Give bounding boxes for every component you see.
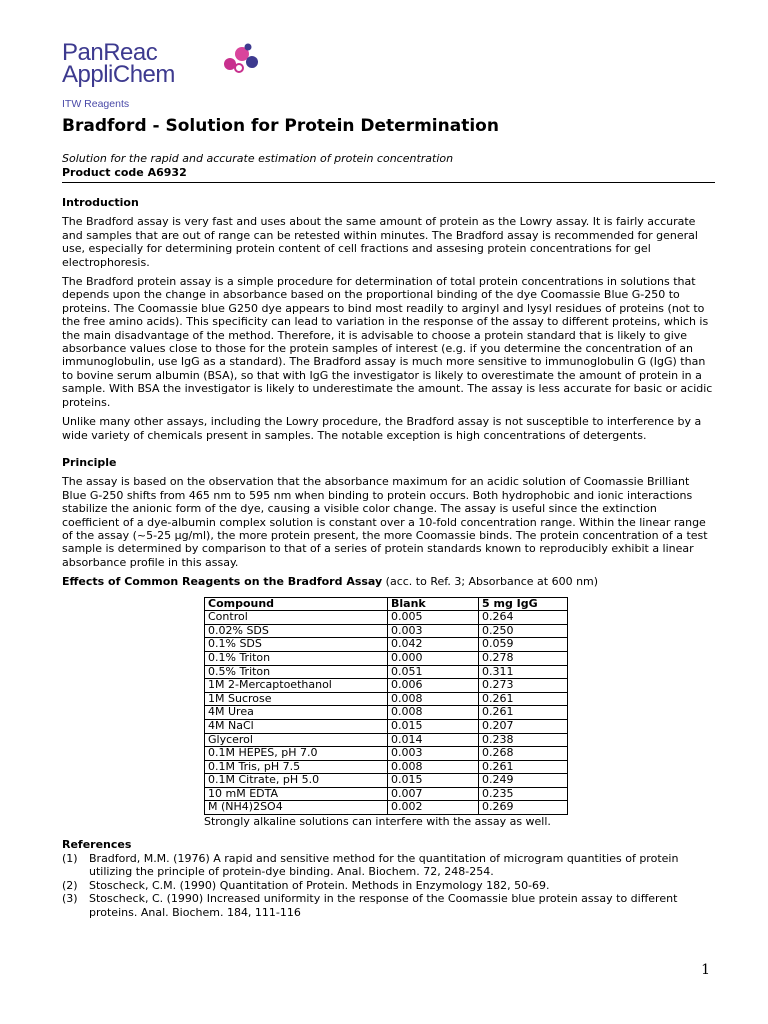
table-row bbox=[205, 774, 568, 788]
introduction-paragraph-3: Unlike many other assays, including the Lowry procedure, the Bradford assay is not susceptible to interference by a wide variety of chemicals present in samples. The notable exception is high concentrations of detergents. bbox=[62, 415, 702, 442]
column-header-compound: Compound bbox=[205, 597, 388, 611]
reference-text: Bradford, M.M. (1976) A rapid and sensitive method for the quantitation of microgram quantities of protein utilizing the principle of protein-dye binding. Anal. Biochem. 72, 248-254. bbox=[89, 851, 679, 879]
blank-cell: 0.008 bbox=[388, 760, 479, 774]
compound-cell: 0.1M HEPES, pH 7.0 bbox=[205, 747, 388, 761]
reagent-table-title bbox=[62, 575, 717, 588]
compound-cell: 4M NaCl bbox=[205, 719, 388, 733]
table-footnote: Strongly alkaline solutions can interfere with the assay as well. bbox=[204, 815, 551, 829]
reference-text: Stoscheck, C. (1990) Increased uniformity in the response of the Coomassie blue protein assay to different proteins. Anal. Biochem. 184, 111-116 bbox=[89, 892, 678, 919]
table-row bbox=[205, 679, 568, 693]
blank-cell: 0.002 bbox=[388, 801, 479, 815]
compound-cell: 10 mM EDTA bbox=[205, 787, 388, 801]
igg-cell: 0.059 bbox=[479, 638, 568, 652]
references-heading: References bbox=[62, 838, 132, 852]
reference-number: (2) bbox=[62, 878, 78, 892]
table-row bbox=[205, 760, 568, 774]
compound-cell: 1M Sucrose bbox=[205, 692, 388, 706]
table-row bbox=[205, 651, 568, 665]
igg-cell: 0.269 bbox=[479, 801, 568, 815]
document-body bbox=[62, 196, 717, 919]
reference-item bbox=[62, 852, 717, 879]
references-list bbox=[62, 852, 717, 919]
blank-cell: 0.006 bbox=[388, 679, 479, 693]
igg-cell: 0.261 bbox=[479, 760, 568, 774]
reference-number: (1) bbox=[62, 851, 78, 865]
product-code: Product code A6932 bbox=[62, 166, 187, 179]
table-row bbox=[205, 638, 568, 652]
molecule-logo-icon bbox=[222, 42, 262, 76]
compound-cell: Control bbox=[205, 611, 388, 625]
principle-heading: Principle bbox=[62, 455, 117, 469]
igg-cell: 0.207 bbox=[479, 719, 568, 733]
table-row bbox=[205, 692, 568, 706]
blank-cell: 0.051 bbox=[388, 665, 479, 679]
table-row bbox=[205, 747, 568, 761]
blank-cell: 0.003 bbox=[388, 624, 479, 638]
logo-wordmark-line1: PanReac bbox=[62, 39, 158, 66]
compound-cell: 0.1M Tris, pH 7.5 bbox=[205, 760, 388, 774]
blank-cell: 0.015 bbox=[388, 719, 479, 733]
table-row bbox=[205, 624, 568, 638]
reagent-table-title-note: (acc. to Ref. 3; Absorbance at 600 nm) bbox=[382, 575, 599, 589]
blank-cell: 0.000 bbox=[388, 651, 479, 665]
column-header-igg: 5 mg IgG bbox=[479, 597, 568, 611]
blank-cell: 0.014 bbox=[388, 733, 479, 747]
compound-cell: Glycerol bbox=[205, 733, 388, 747]
blank-cell: 0.042 bbox=[388, 638, 479, 652]
igg-cell: 0.249 bbox=[479, 774, 568, 788]
compound-cell: M (NH4)2SO4 bbox=[205, 801, 388, 815]
principle-paragraph: The assay is based on the observation that the absorbance maximum for an acidic solution of Coomassie Brilliant Blue G-250 shifts from 465 nm to 595 nm when binding to protein occurs. Both hydrophobic and ionic interactions stabilize the anionic form of the dye, causing a visible color change. The assay is useful since the extinction coefficient of a dye-albumin complex solution is constant over a 10-fold concentration range. Within the linear range of the assay (~5-25 µg/ml), the more protein present, the more Coomassie binds. The protein concentration of a test sample is determined by comparison to that of a series of protein standards known to reproducibly exhibit a linear absorbance profile in this assay. bbox=[62, 475, 708, 569]
compound-cell: 0.02% SDS bbox=[205, 624, 388, 638]
reference-text: Stoscheck, C.M. (1990) Quantitation of Protein. Methods in Enzymology 182, 50-69. bbox=[89, 878, 550, 892]
introduction-paragraph-2: The Bradford protein assay is a simple procedure for determination of total protein concentrations in solutions that depends upon the change in absorbance based on the proportional binding of the dye Coomassie Blue G-250 to proteins. The Coomassie blue G250 dye appears to bind most readily to arginyl and lysyl residues of proteins (not to the free amino acids). This specificity can lead to variation in the response of the assay to different proteins, which is the main disadvantage of the method. Therefore, it is advisable to choose a protein standard that is likely to give absorbance values close to those for the protein samples of interest (e.g. if you determine the concentration of an immunoglobulin, use IgG as a standard). The Bradford assay is much more sensitive to immunoglobulin G (IgG) than to bovine serum albumin (BSA), so that with IgG the investigator is likely to overestimate the amount of protein in a sample. With BSA the investigator is likely to underestimate the amount. The assay is less accurate for basic or acidic proteins. bbox=[62, 275, 713, 409]
table-row bbox=[205, 719, 568, 733]
document-subtitle: Solution for the rapid and accurate estimation of protein concentration bbox=[62, 152, 454, 165]
reference-item bbox=[62, 892, 717, 919]
blank-cell: 0.008 bbox=[388, 706, 479, 720]
reference-number: (3) bbox=[62, 892, 78, 906]
compound-cell: 0.5% Triton bbox=[205, 665, 388, 679]
igg-cell: 0.268 bbox=[479, 747, 568, 761]
column-header-blank: Blank bbox=[388, 597, 479, 611]
introduction-heading: Introduction bbox=[62, 196, 139, 209]
header-divider bbox=[62, 182, 715, 183]
compound-cell: 0.1% Triton bbox=[205, 651, 388, 665]
blank-cell: 0.015 bbox=[388, 774, 479, 788]
igg-cell: 0.273 bbox=[479, 679, 568, 693]
table-row bbox=[205, 801, 568, 815]
table-row bbox=[205, 706, 568, 720]
igg-cell: 0.235 bbox=[479, 787, 568, 801]
blank-cell: 0.003 bbox=[388, 747, 479, 761]
logo-wordmark-line2: AppliChem bbox=[62, 61, 175, 88]
igg-cell: 0.261 bbox=[479, 692, 568, 706]
table-row bbox=[205, 665, 568, 679]
compound-cell: 0.1M Citrate, pH 5.0 bbox=[205, 774, 388, 788]
blank-cell: 0.008 bbox=[388, 692, 479, 706]
introduction-paragraph-1: The Bradford assay is very fast and uses about the same amount of protein as the Lowry assay. It is fairly accurate and samples that are out of range can be retested within minutes. The Bradford assay is recommended for general use, especially for determining protein content of cell fractions and assesing protein concentrations for gel electrophoresis. bbox=[62, 215, 698, 269]
reference-item bbox=[62, 879, 717, 892]
table-header-row bbox=[205, 597, 568, 611]
blank-cell: 0.005 bbox=[388, 611, 479, 625]
igg-cell: 0.264 bbox=[479, 611, 568, 625]
igg-cell: 0.238 bbox=[479, 733, 568, 747]
igg-cell: 0.278 bbox=[479, 651, 568, 665]
document-title: Bradford - Solution for Protein Determination bbox=[62, 116, 499, 136]
logo-subline: ITW Reagents bbox=[62, 98, 130, 110]
reagent-table-title-main: Effects of Common Reagents on the Bradford Assay bbox=[62, 575, 383, 589]
igg-cell: 0.311 bbox=[479, 665, 568, 679]
blank-cell: 0.007 bbox=[388, 787, 479, 801]
table-row bbox=[205, 733, 568, 747]
compound-cell: 1M 2-Mercaptoethanol bbox=[205, 679, 388, 693]
compound-cell: 0.1% SDS bbox=[205, 638, 388, 652]
table-row bbox=[205, 611, 568, 625]
igg-cell: 0.250 bbox=[479, 624, 568, 638]
compound-cell: 4M Urea bbox=[205, 706, 388, 720]
reagent-effects-table bbox=[204, 597, 568, 816]
page-number: 1 bbox=[701, 962, 710, 978]
table-row bbox=[205, 787, 568, 801]
igg-cell: 0.261 bbox=[479, 706, 568, 720]
